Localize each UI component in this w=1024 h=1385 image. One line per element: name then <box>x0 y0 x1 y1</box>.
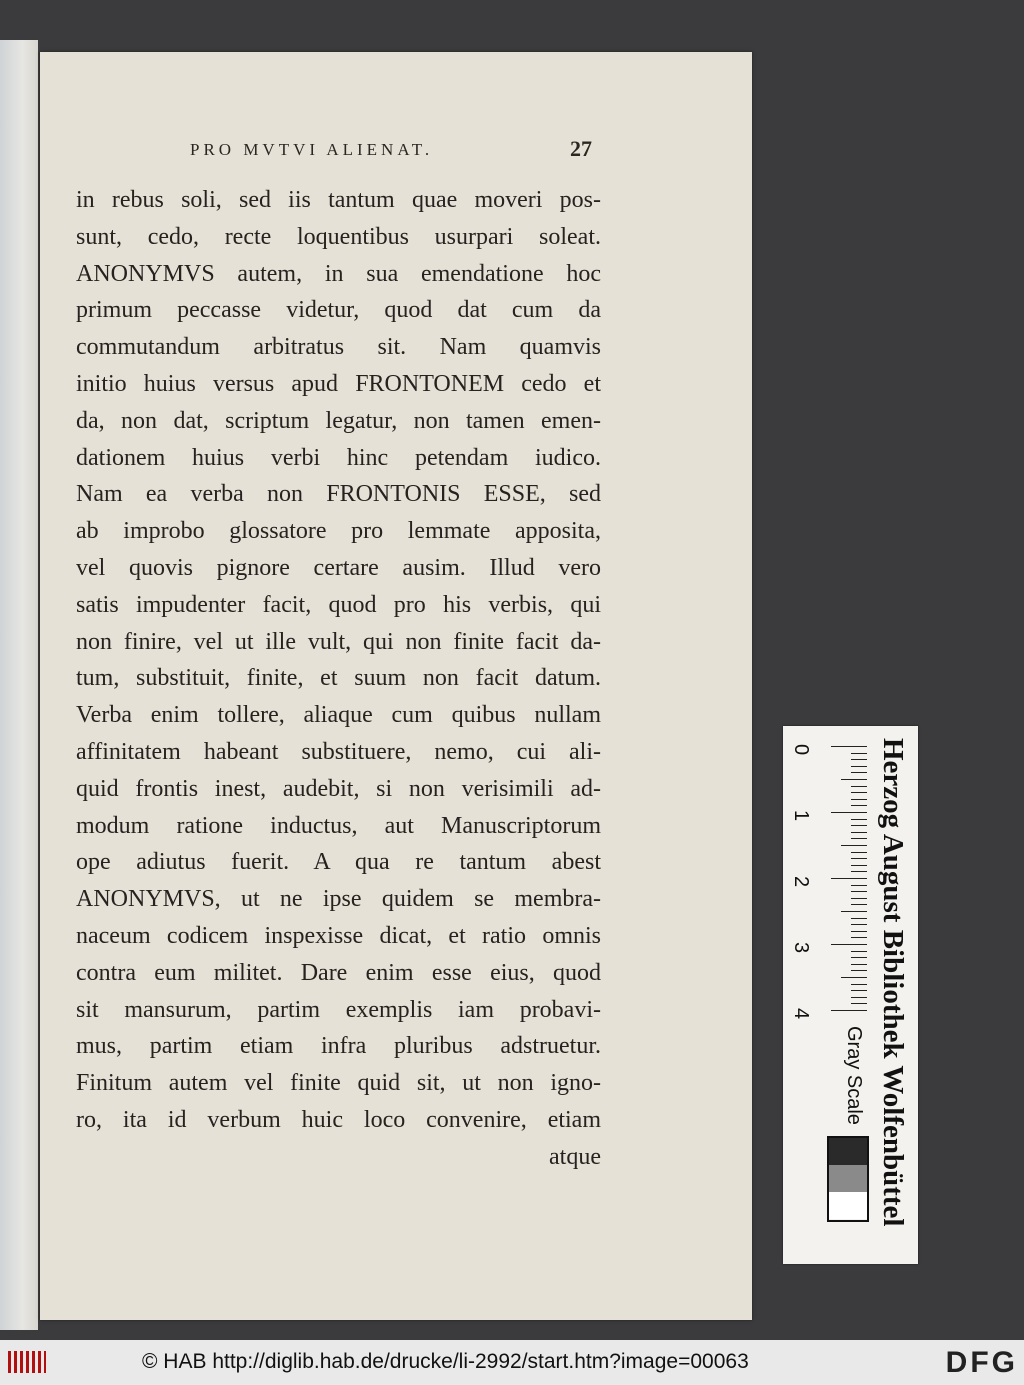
text-line: ab improbo glossatore pro lemmate apposita, <box>76 518 601 545</box>
ruler-tick <box>851 937 867 938</box>
text-line: ro, ita id verbum huic loco convenire, etiam <box>76 1106 601 1133</box>
ruler-tick <box>851 918 867 919</box>
ruler-tick <box>851 753 867 754</box>
text-line: primum peccasse videtur, quod dat cum da <box>76 297 601 324</box>
text-line: ANONYMVS, ut ne ipse quidem se membra- <box>76 886 601 913</box>
gray-swatches <box>827 1136 869 1222</box>
running-header <box>190 136 610 164</box>
ruler-tick <box>851 924 867 925</box>
text-line: non finire, vel ut ille vult, qui non finite facit da- <box>76 628 601 655</box>
ruler-number: 0 <box>790 743 813 756</box>
ruler-tick <box>851 957 867 958</box>
ruler-tick <box>851 951 867 952</box>
ruler-number: 4 <box>790 1007 813 1020</box>
body-text <box>76 182 601 1176</box>
ruler-tick <box>831 746 867 747</box>
text-line: affinitatem habeant substituere, nemo, cui ali- <box>76 738 601 765</box>
ruler-tick <box>851 772 867 773</box>
ruler-tick <box>851 766 867 767</box>
ruler-tick <box>831 878 867 879</box>
ruler-tick <box>831 944 867 945</box>
text-line: vel quovis pignore certare ausim. Illud vero <box>76 554 601 581</box>
color-scale-ruler <box>783 726 918 1264</box>
text-line: sunt, cedo, recte loquentibus usurpari soleat. <box>76 223 601 250</box>
ruler-tick <box>851 1003 867 1004</box>
ruler-tick <box>851 885 867 886</box>
text-line: da, non dat, scriptum legatur, non tamen emen- <box>76 407 601 434</box>
text-line: commutandum arbitratus sit. Nam quamvis <box>76 334 601 361</box>
ruler-tick <box>851 759 867 760</box>
ruler-tick <box>851 852 867 853</box>
text-line: quid frontis inest, audebit, si non verisimili ad- <box>76 775 601 802</box>
text-line: mus, partim etiam infra pluribus adstruetur. <box>76 1033 601 1060</box>
text-line: modum ratione inductus, aut Manuscriptorum <box>76 812 601 839</box>
ruler-tick <box>841 779 867 780</box>
copyright-url[interactable]: © HAB http://diglib.hab.de/drucke/li-2992/start.htm?image=00063 <box>142 1350 749 1373</box>
text-line: ANONYMVS autem, in sua emendatione hoc <box>76 260 601 287</box>
ruler-tick <box>851 865 867 866</box>
gray-swatch <box>829 1192 867 1219</box>
ruler-tick <box>851 786 867 787</box>
ruler-tick <box>851 825 867 826</box>
ruler-tick <box>851 997 867 998</box>
ruler-tick <box>851 891 867 892</box>
ruler-tick <box>841 911 867 912</box>
ruler-tick <box>851 805 867 806</box>
ruler-number: 2 <box>790 875 813 888</box>
text-line: Nam ea verba non FRONTONIS ESSE, sed <box>76 481 601 508</box>
text-line: naceum codicem inspexisse dicat, et ratio omnis <box>76 922 601 949</box>
ruler-tick <box>831 812 867 813</box>
ruler-tick <box>851 898 867 899</box>
ruler-tick <box>851 871 867 872</box>
text-line: satis impudenter facit, quod pro his verbis, qui <box>76 591 601 618</box>
running-head: PRO MVTVI ALIENAT. <box>190 140 434 159</box>
text-line: tum, substituit, finite, et suum non facit datum. <box>76 665 601 692</box>
footer-bar <box>0 1340 1024 1385</box>
ruler-tick <box>851 838 867 839</box>
text-line: Verba enim tollere, aliaque cum quibus nullam <box>76 702 601 729</box>
text-line: Finitum autem vel finite quid sit, ut non igno- <box>76 1070 601 1097</box>
text-line: sit mansurum, partim exemplis iam probavi- <box>76 996 601 1023</box>
ruler-tick <box>851 832 867 833</box>
library-name: Herzog August Bibliothek Wolfenbüttel <box>877 738 909 1227</box>
dfg-logo: DFG <box>945 1346 1018 1379</box>
text-line: in rebus soli, sed iis tantum quae moveri pos- <box>76 187 601 213</box>
ruler-number: 3 <box>790 941 813 954</box>
gray-scale-label: Gray Scale <box>843 1026 865 1125</box>
text-line: contra eum militet. Dare enim esse eius, quod <box>76 959 601 986</box>
ruler-tick <box>851 970 867 971</box>
catchword: atque <box>549 1143 601 1170</box>
ruler-tick <box>841 845 867 846</box>
ruler-tick <box>851 931 867 932</box>
text-line: ope adiutus fuerit. A qua re tantum abest <box>76 849 601 876</box>
ruler-number: 1 <box>790 809 813 822</box>
ruler-tick <box>851 792 867 793</box>
ruler-scale <box>791 738 851 1038</box>
ruler-tick <box>851 858 867 859</box>
text-line: dationem huius verbi hinc petendam iudico. <box>76 444 601 471</box>
ruler-tick <box>831 1010 867 1011</box>
ruler-tick <box>851 984 867 985</box>
ruler-tick <box>851 964 867 965</box>
page-number: 27 <box>570 136 592 161</box>
text-line: initio huius versus apud FRONTONEM cedo et <box>76 370 601 397</box>
gray-swatch <box>829 1165 867 1192</box>
barcode-icon <box>8 1351 46 1373</box>
gray-swatch <box>829 1138 867 1165</box>
ruler-tick <box>851 819 867 820</box>
adjacent-page-edge <box>0 40 38 1330</box>
ruler-tick <box>851 990 867 991</box>
ruler-tick <box>851 904 867 905</box>
ruler-tick <box>851 799 867 800</box>
ruler-tick <box>841 977 867 978</box>
